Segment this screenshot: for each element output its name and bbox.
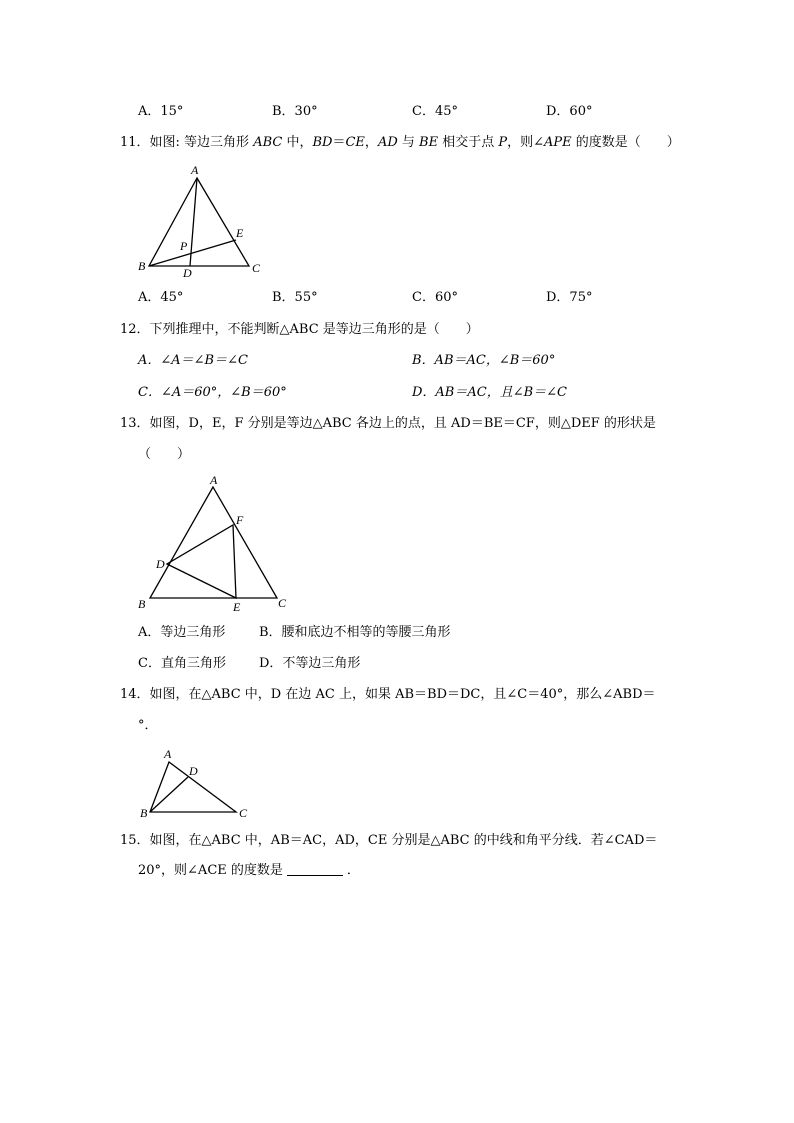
q13-label-d: D xyxy=(156,557,165,571)
q14-question: 14．如图，在△ABC 中，D 在边 AC 上，如果 AB＝BD＝DC，且∠C＝40°，那么∠ABD＝ xyxy=(120,687,656,702)
q14-label-b: B xyxy=(140,806,148,820)
q11-question: 11．如图: 等边三角形 ABC 中，BD＝CE，AD 与 BE 相交于点 P，则∠APE 的度数是（ ） xyxy=(120,135,680,150)
q13-option-c[interactable]: C．直角三角形 xyxy=(138,656,226,671)
q11-number: 11． xyxy=(120,135,150,150)
q12-question: 12．下列推理中，不能判断△ABC 是等边三角形的是（ ） xyxy=(120,322,479,337)
q11-option-b[interactable]: B．55° xyxy=(272,290,318,305)
q13-label-c: C xyxy=(278,596,287,610)
q15-question-cont: 20°，则∠ACE 的度数是 ． xyxy=(138,863,360,878)
q13-option-a[interactable]: A．等边三角形 xyxy=(138,625,226,640)
q12-option-c[interactable]: C．∠A＝60°，∠B＝60° xyxy=(138,385,287,400)
q13-label-b: B xyxy=(138,597,146,611)
q11-option-d[interactable]: D．75° xyxy=(546,290,593,305)
q14-label-a: A xyxy=(164,747,172,761)
q15-answer-blank[interactable] xyxy=(287,863,343,876)
q13-question-cont: （ ） xyxy=(138,447,191,462)
q12-option-b[interactable]: B．AB＝AC，∠B＝60° xyxy=(412,353,556,368)
q11-option-c[interactable]: C．60° xyxy=(412,290,458,305)
q11-label-d: D xyxy=(183,266,192,280)
q11-label-a: A xyxy=(191,163,199,177)
q10-option-c[interactable]: C．45° xyxy=(412,104,458,119)
q10-option-d[interactable]: D．60° xyxy=(546,104,593,119)
q15-question: 15．如图，在△ABC 中，AB＝AC，AD，CE 分别是△ABC 的中线和角平分线．若∠CAD＝ xyxy=(120,833,658,848)
q12-number: 12． xyxy=(120,322,150,337)
q11-option-a[interactable]: A．45° xyxy=(138,290,184,305)
q13-option-d[interactable]: D．不等边三角形 xyxy=(259,656,361,671)
q13-label-f: F xyxy=(236,513,244,527)
q14-label-c: C xyxy=(239,806,248,820)
q13-label-e: E xyxy=(233,600,241,614)
q10-option-a[interactable]: A．15° xyxy=(138,104,184,119)
q12-option-d[interactable]: D．AB＝AC，且∠B＝∠C xyxy=(412,385,567,400)
q12-option-a[interactable]: A．∠A＝∠B＝∠C xyxy=(138,353,248,368)
q14-number: 14． xyxy=(120,687,150,702)
q15-number: 15． xyxy=(120,833,150,848)
q11-label-e: E xyxy=(236,226,244,240)
q13-label-a: A xyxy=(210,473,218,487)
q13-number: 13． xyxy=(120,416,150,431)
q11-label-c: C xyxy=(252,261,261,275)
q10-option-b[interactable]: B．30° xyxy=(272,104,318,119)
q14-label-d: D xyxy=(189,764,198,778)
q13-option-b[interactable]: B．腰和底边不相等的等腰三角形 xyxy=(259,625,451,640)
q11-label-p: P xyxy=(180,239,188,253)
q14-answer-blank[interactable]: °． xyxy=(138,718,158,733)
q11-label-b: B xyxy=(138,259,146,273)
q13-question: 13．如图，D，E，F 分别是等边△ABC 各边上的点，且 AD＝BE＝CF，则△DEF 的形状是 xyxy=(120,416,656,431)
